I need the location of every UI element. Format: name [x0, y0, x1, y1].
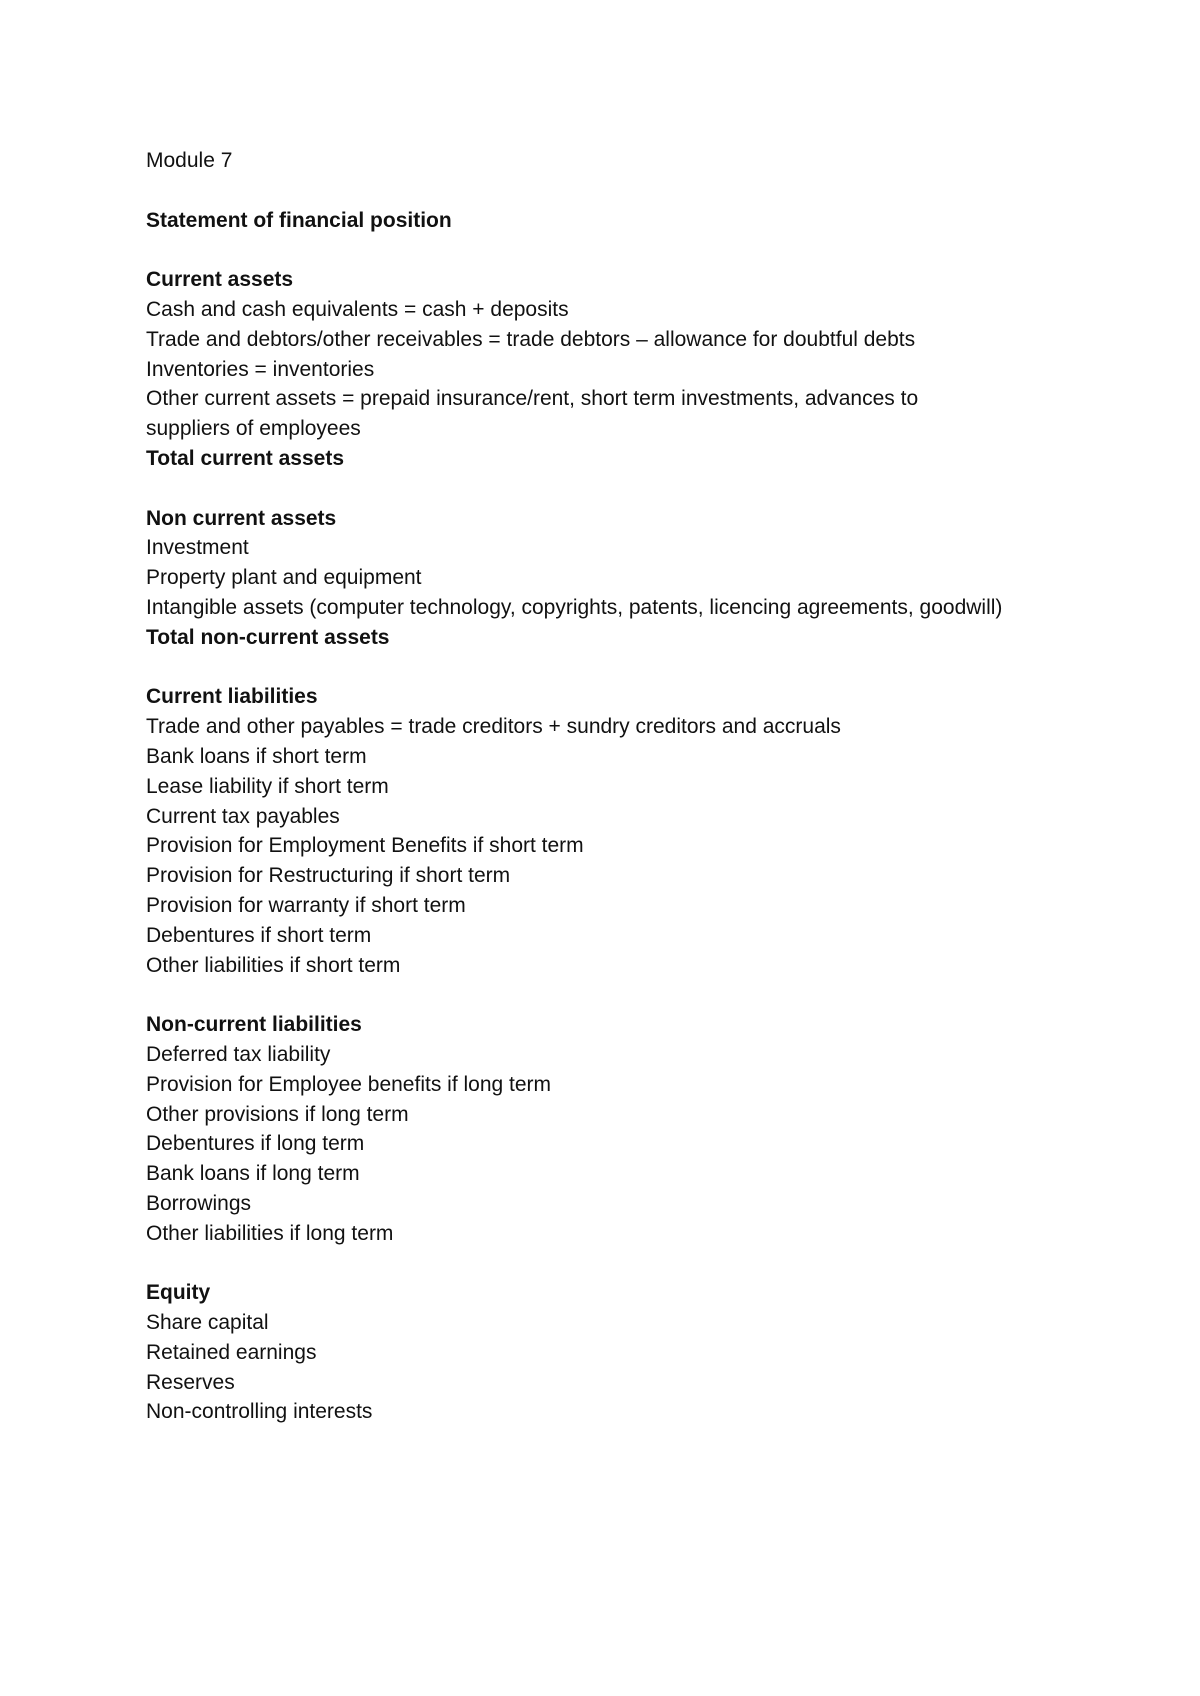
line-item: Provision for Employment Benefits if short term: [146, 834, 584, 858]
line-item: Other liabilities if long term: [146, 1221, 394, 1245]
line-item: Other liabilities if short term: [146, 953, 401, 977]
line-item: Bank loans if short term: [146, 744, 367, 768]
spacer: [146, 653, 1106, 683]
spacer: [146, 235, 1106, 265]
line-item: Current tax payables: [146, 804, 340, 828]
section-heading-equity: Equity: [146, 1281, 211, 1305]
line-item: Deferred tax liability: [146, 1042, 331, 1066]
line-item: Debentures if long term: [146, 1132, 365, 1156]
section-heading-non-current-assets: Non current assets: [146, 506, 337, 530]
line-item: Intangible assets (computer technology, copyrights, patents, licencing agreements, goodwill): [146, 595, 1003, 619]
spacer: [146, 1248, 1106, 1278]
line-item: Investment: [146, 536, 249, 560]
spacer: [146, 176, 1106, 206]
spacer: [146, 980, 1106, 1010]
section-heading-current-assets: Current assets: [146, 268, 294, 292]
module-title: Module 7: [146, 149, 233, 172]
line-item: Share capital: [146, 1311, 269, 1335]
section-heading-current-liabilities: Current liabilities: [146, 685, 318, 709]
line-item: Retained earnings: [146, 1340, 317, 1364]
total-non-current-assets: Total non-current assets: [146, 625, 390, 649]
line-item: Other current assets = prepaid insurance/rent, short term investments, advances to: [146, 387, 919, 411]
line-item: Inventories = inventories: [146, 357, 375, 381]
section-heading-non-current-liabilities: Non-current liabilities: [146, 1013, 362, 1037]
line-item: Debentures if short term: [146, 923, 372, 947]
line-item: Other provisions if long term: [146, 1102, 409, 1126]
line-item: Lease liability if short term: [146, 774, 389, 798]
line-item: Non-controlling interests: [146, 1400, 373, 1424]
line-item: Provision for warranty if short term: [146, 893, 466, 917]
line-item: Bank loans if long term: [146, 1162, 360, 1186]
spacer: [146, 474, 1106, 504]
line-item: Trade and other payables = trade creditors + sundry creditors and accruals: [146, 715, 841, 739]
statement-title: Statement of financial position: [146, 208, 452, 232]
total-current-assets: Total current assets: [146, 446, 345, 470]
line-item: Borrowings: [146, 1191, 252, 1215]
document-body: [146, 146, 1106, 1427]
line-item: Property plant and equipment: [146, 566, 422, 590]
line-item: Reserves: [146, 1370, 235, 1394]
line-item: Provision for Restructuring if short term: [146, 864, 511, 888]
line-item: Cash and cash equivalents = cash + deposits: [146, 297, 569, 321]
line-item: suppliers of employees: [146, 417, 361, 441]
line-item: Trade and debtors/other receivables = trade debtors – allowance for doubtful debts: [146, 327, 916, 351]
line-item: Provision for Employee benefits if long term: [146, 1072, 552, 1096]
